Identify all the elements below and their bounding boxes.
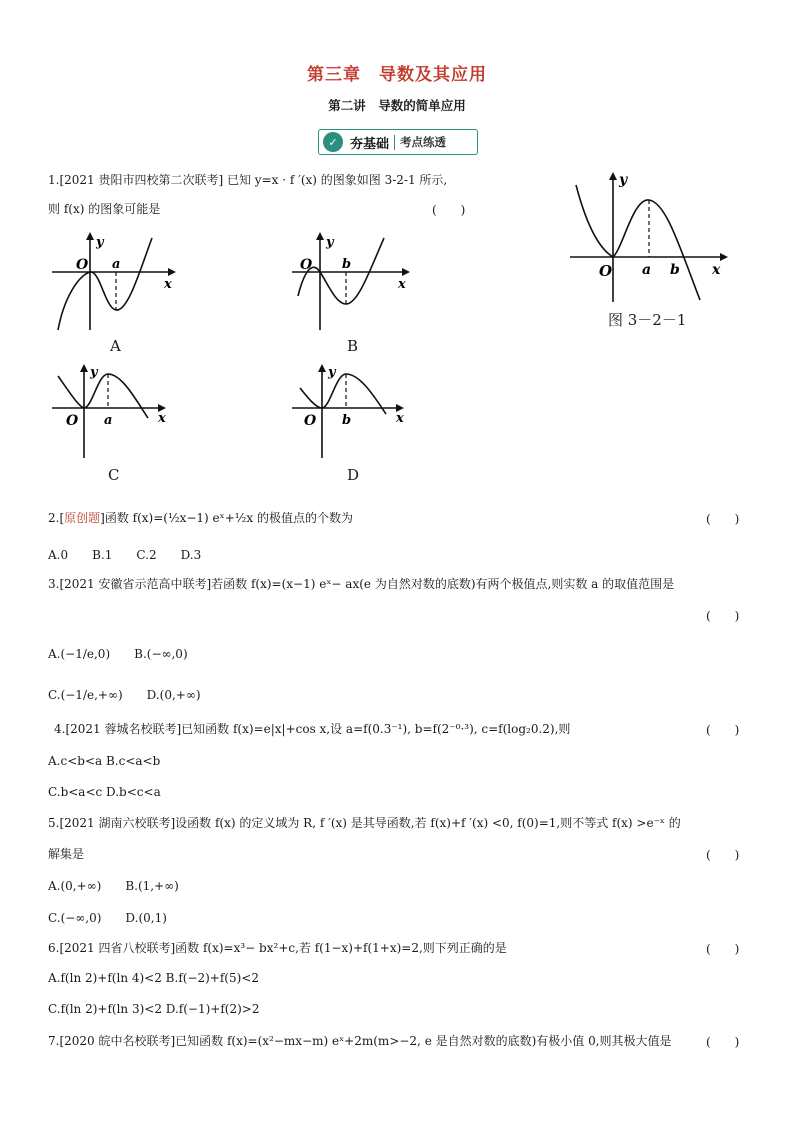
svg-text:O: O [66,413,79,429]
question-5-line-2: 解集是 [48,847,85,861]
question-3-options-row-2: C.(−1/e,+∞) D.(0,+∞) [48,688,201,702]
svg-text:y: y [326,235,334,250]
graph-option-b-label[interactable]: B [347,337,359,355]
badge-main-label: 夯基础 [350,136,390,152]
figure-y-arrow [609,172,617,180]
svg-text:a: a [112,257,121,272]
figure-curve [576,185,700,300]
question-5-line-1: 5.[2021 湖南六校联考]设函数 f(x) 的定义域为 R, f ′(x) 是其导函数,若 f(x)+f ′(x) <0, f(0)=1,则不等式 f(x) >e⁻ˣ 的 [48,816,681,830]
figure-x-arrow [720,253,728,261]
svg-text:b: b [342,413,352,428]
question-5-answer-bracket[interactable]: ( ) [706,848,740,862]
graph-option-c[interactable] [50,362,185,460]
svg-text:y: y [90,365,98,380]
section-badge [318,129,478,155]
figure-3-2-1 [568,168,733,308]
graph-option-c-label[interactable]: C [108,466,120,484]
question-6-options-row-2: C.f(ln 2)+f(ln 3)<2 D.f(−1)+f(2)>2 [48,1002,260,1016]
question-1-line-2: 则 f(x) 的图象可能是 [48,202,161,216]
svg-text:O: O [76,257,89,273]
question-2-answer-bracket[interactable]: ( ) [706,512,740,526]
question-1-line-1: 1.[2021 贵阳市四校第二次联考] 已知 y=x · f ′(x) 的图象如图 3-2-1 所示, [48,173,448,187]
question-1-answer-bracket[interactable]: ( ) [432,203,466,217]
question-4-text: 4.[2021 蓉城名校联考]已知函数 f(x)=e|x|+cos x,设 a=f(0.3⁻¹), b=f(2⁻⁰·³), c=f(log₂0.2),则 [54,722,571,736]
question-7-answer-bracket[interactable]: ( ) [706,1035,740,1049]
svg-text:O: O [300,257,313,273]
question-3-options-row-1: A.(−1/e,0) B.(−∞,0) [48,647,188,661]
svg-text:x: x [398,277,406,292]
svg-text:y: y [96,235,104,250]
figure-caption: 图 3－2－1 [608,311,687,329]
svg-text:y: y [328,365,336,380]
graph-option-d-label[interactable]: D [347,466,360,484]
question-4-options-row-1: A.c<b<a B.c<a<b [48,754,161,768]
question-7-text: 7.[2020 皖中名校联考]已知函数 f(x)=(x²−mx−m) eˣ+2m(m>−2, e 是自然对数的底数)有极小值 0,则其极大值是 [48,1034,672,1048]
figure-label-a: a [642,262,652,278]
check-circle-icon: ✓ [323,132,343,152]
question-3-text: 3.[2021 安徽省示范高中联考]若函数 f(x)=(x−1) eˣ− ax(e 为自然对数的底数)有两个极值点,则实数 a 的取值范围是 [48,577,675,591]
question-5-options-row-2: C.(−∞,0) D.(0,1) [48,911,167,925]
question-4-options-row-2: C.b<a<c D.b<c<a [48,785,161,799]
graph-option-a-label[interactable]: A [110,337,121,355]
lecture-title: 第二讲 导数的简单应用 [328,98,466,113]
figure-label-b: b [670,262,680,278]
svg-text:a: a [104,413,113,428]
question-2-tag: 原创题 [64,511,101,525]
question-4-answer-bracket[interactable]: ( ) [706,723,740,737]
svg-text:x: x [164,277,172,292]
question-6-options-row-1: A.f(ln 2)+f(ln 4)<2 B.f(−2)+f(5)<2 [48,971,259,985]
graph-option-a[interactable] [50,230,185,335]
badge-sub-label: 考点练透 [400,135,447,149]
question-3-answer-bracket[interactable]: ( ) [706,609,740,623]
graph-option-d[interactable] [290,362,425,460]
question-2-text: 2.[原创题]函数 f(x)=(½x−1) eˣ+½x 的极值点的个数为 [48,511,354,525]
graph-option-b[interactable] [290,230,425,335]
svg-text:x: x [158,411,166,426]
svg-text:x: x [396,411,404,426]
question-6-answer-bracket[interactable]: ( ) [706,942,740,956]
figure-label-y: y [619,172,628,188]
badge-divider [394,135,395,150]
question-6-text: 6.[2021 四省八校联考]函数 f(x)=x³− bx²+c,若 f(1−x)+f(1+x)=2,则下列正确的是 [48,941,507,955]
question-5-options-row-1: A.(0,+∞) B.(1,+∞) [48,879,179,893]
figure-label-o: O [599,262,613,280]
chapter-title: 第三章 导数及其应用 [307,65,487,85]
figure-label-x: x [712,262,721,278]
question-2-options: A.0 B.1 C.2 D.3 [48,548,202,562]
svg-text:b: b [342,257,352,272]
svg-text:O: O [304,413,317,429]
